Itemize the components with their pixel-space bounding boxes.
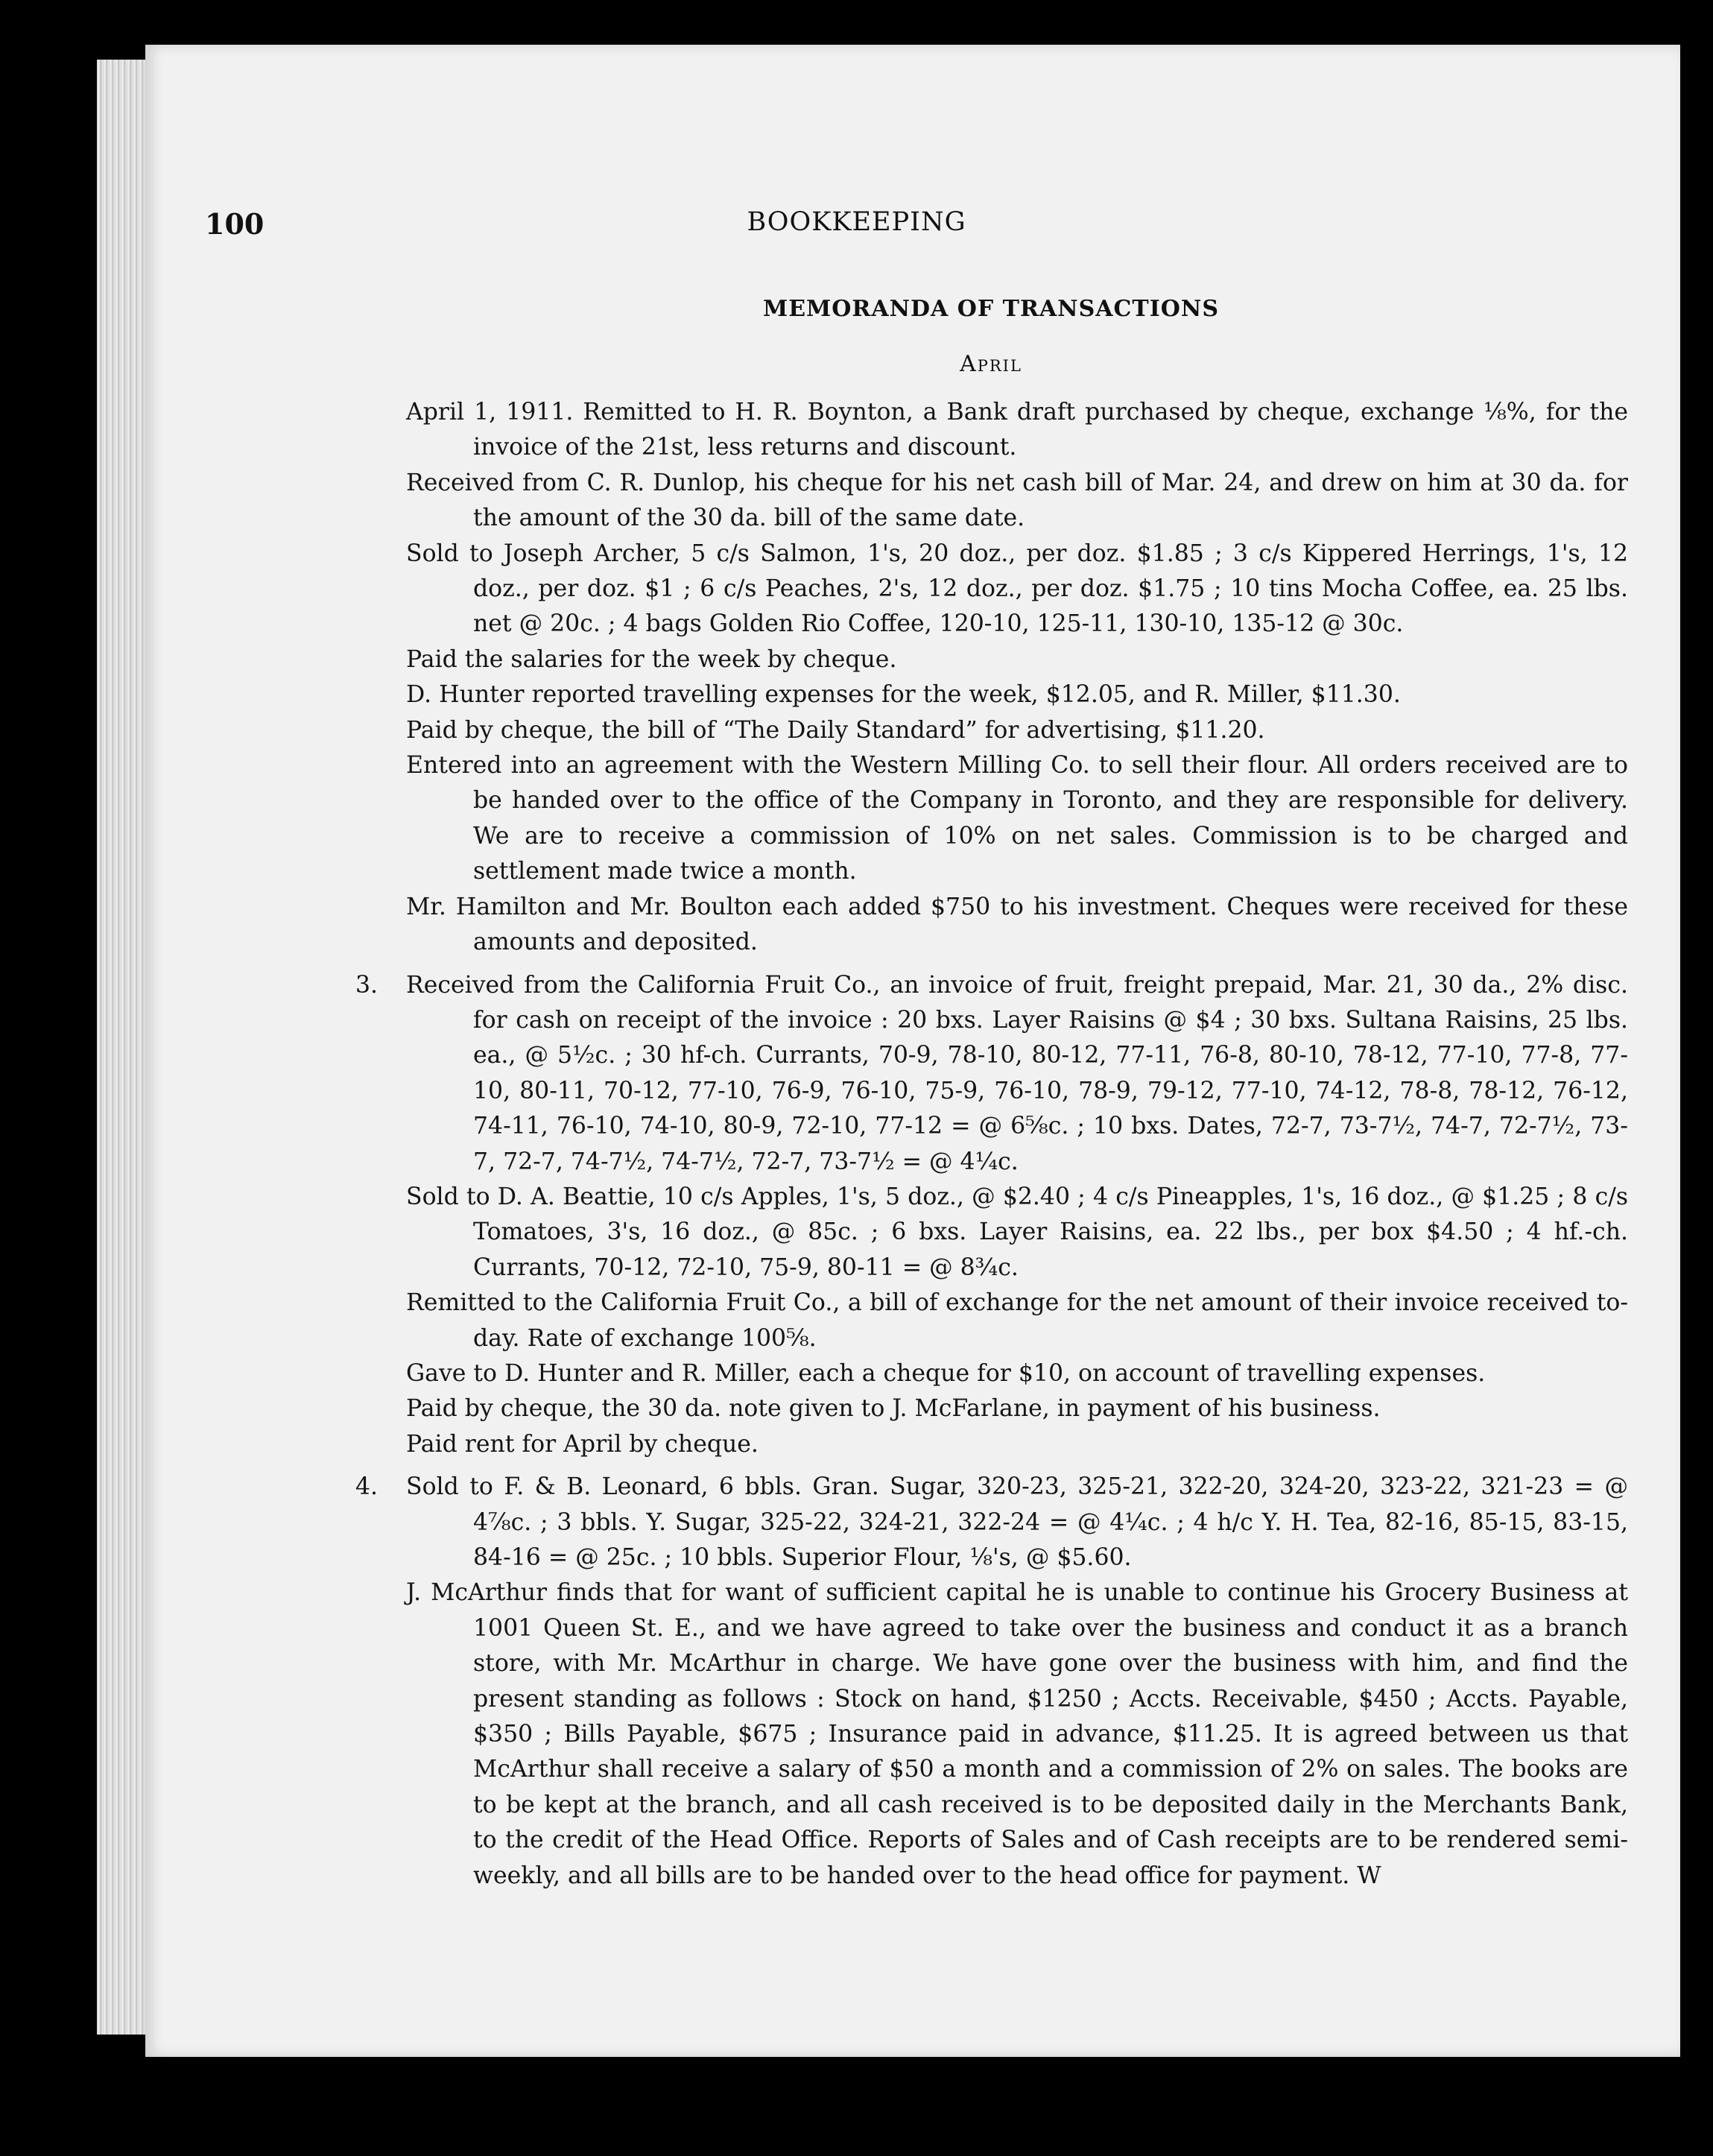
entry-text: Sold to D. A. Beattie, 10 c/s Apples, 1's, 5 doz., @ $2.40 ; 4 c/s Pineapples, 1's, 16 doz., @ $1.25 ; 8 c/s Tomatoes, 3's, 16 doz., @ 85c. ; 6 bxs. Layer Raisins, ea. 22 lbs., per box $4.50 ; 4 hf.-ch. Currants, 70-12, 72-10, 75-9, 80-11 = @ 8¾c. — [406, 1183, 1628, 1281]
transaction-entry — [406, 395, 1628, 466]
section-title: MEMORANDA OF TRANSACTIONS — [762, 296, 1219, 322]
entry-text: J. McArthur finds that for want of sufficient capital he is unable to continue his Grocery Business at 1001 Queen St. E., and we have agreed to take over the business and conduct it as a branch store, with Mr. McArthur in charge. We have gone over the business with him, and find the present standing as follows : Stock on hand, $1250 ; Accts. Receivable, $450 ; Accts. Payable, $350 ; Bills Payable, $675 ; Insurance paid in advance, $11.25. It is agreed between us that McArthur shall receive a salary of $50 a month and a commission of 2% on sales. The books are to be kept at the branch, and all cash received is to be deposited daily in the Merchants Bank, to the credit of the Head Office. Reports of Sales and of Cash receipts are to be rendered semi-weekly, and all bills are to be handed over to the head office for payment. W — [406, 1579, 1628, 1889]
entry-text: Paid by cheque, the 30 da. note given to J. McFarlane, in payment of his business. — [406, 1395, 1381, 1423]
transaction-entry — [355, 1470, 1628, 1575]
transaction-entry — [406, 1286, 1628, 1356]
entry-text: April 1, 1911. Remitted to H. R. Boynton, a Bank draft purchased by cheque, exchange ⅛%, for the invoice of the 21st, less returns and discount. — [406, 399, 1628, 461]
entry-date: 3. — [355, 971, 379, 999]
entry-text: Mr. Hamilton and Mr. Boulton each added $750 to his investment. Cheques were received for these amounts and deposited. — [406, 893, 1628, 956]
transaction-entry — [406, 1427, 1628, 1462]
transaction-entry — [406, 890, 1628, 961]
transaction-entry — [406, 642, 1628, 677]
entry-text: D. Hunter reported travelling expenses for the week, $12.05, and R. Miller, $11.30. — [406, 681, 1401, 709]
page-number: 100 — [205, 207, 265, 241]
transaction-entry — [406, 1356, 1628, 1391]
entry-text: Gave to D. Hunter and R. Miller, each a cheque for $10, on account of travelling expenses. — [406, 1359, 1486, 1387]
transactions-text — [355, 395, 1628, 1894]
entry-date: 4. — [355, 1473, 379, 1501]
entry-text: Received from the California Fruit Co., an invoice of fruit, freight prepaid, Mar. 21, 30 da., 2% disc. for cash on receipt of the invoice : 20 bxs. Layer Raisins @ $4 ; 30 bxs. Sultana Raisins, 25 lbs. ea., @ 5½c. ; 30 hf-ch. Currants, 70-9, 78-10, 80-12, 77-11, 76-8, 80-10, 78-12, 77-10, 77-8, 77-10, 80-11, 70-12, 77-10, 76-9, 76-10, 75-9, 76-10, 78-9, 79-12, 77-10, 74-12, 78-8, 78-12, 76-12, 74-11, 76-10, 74-10, 80-9, 72-10, 77-12 = @ 6⅝c. ; 10 bxs. Dates, 72-7, 73-7½, 74-7, 72-7½, 73-7, 72-7, 74-7½, 74-7½, 72-7, 73-7½ = @ 4¼c. — [406, 971, 1628, 1175]
transaction-entry — [406, 1575, 1628, 1894]
transaction-entry — [406, 537, 1628, 642]
entry-text: Sold to Joseph Archer, 5 c/s Salmon, 1's, 20 doz., per doz. $1.85 ; 3 c/s Kippered Herrings, 1's, 12 doz., per doz. $1 ; 6 c/s Peaches, 2's, 12 doz., per doz. $1.75 ; 10 tins Mocha Coffee, ea. 25 lbs. net @ 20c. ; 4 bags Golden Rio Coffee, 120-10, 125-11, 130-10, 135-12 @ 30c. — [406, 540, 1628, 638]
running-head: BOOKKEEPING — [747, 207, 966, 237]
transaction-entry — [406, 1391, 1628, 1426]
entry-text: Paid by cheque, the bill of “The Daily Standard” for advertising, $11.20. — [406, 716, 1265, 744]
transaction-entry — [355, 968, 1628, 1180]
transaction-entry — [406, 466, 1628, 537]
entry-text: Remitted to the California Fruit Co., a bill of exchange for the net amount of their invoice received to-day. Rate of exchange 100⅝. — [406, 1289, 1628, 1352]
transaction-entry — [406, 713, 1628, 748]
transaction-entry — [406, 1180, 1628, 1286]
month-heading: April — [960, 351, 1022, 377]
entry-text: Entered into an agreement with the Western Milling Co. to sell their flour. All orders received are to be handed over to the office of the Company in Toronto, and they are responsible for delivery. We are to receive a commission of 10% on net sales. Commission is to be charged and settlement made twice a month. — [406, 752, 1628, 885]
entry-text: Received from C. R. Dunlop, his cheque for his net cash bill of Mar. 24, and drew on him at 30 da. for the amount of the 30 da. bill of the same date. — [406, 469, 1628, 532]
transaction-entry — [406, 748, 1628, 890]
transaction-entry — [406, 677, 1628, 712]
entry-text: Paid the salaries for the week by cheque. — [406, 645, 897, 673]
entry-text: Paid rent for April by cheque. — [406, 1430, 759, 1458]
entry-text: Sold to F. & B. Leonard, 6 bbls. Gran. Sugar, 320-23, 325-21, 322-20, 324-20, 323-22, 321-23 = @ 4⅞c. ; 3 bbls. Y. Sugar, 325-22, 324-21, 322-24 = @ 4¼c. ; 4 h/c Y. H. Tea, 82-16, 85-15, 83-15, 84-16 = @ 25c. ; 10 bbls. Superior Flour, ⅛'s, @ $5.60. — [406, 1473, 1628, 1571]
